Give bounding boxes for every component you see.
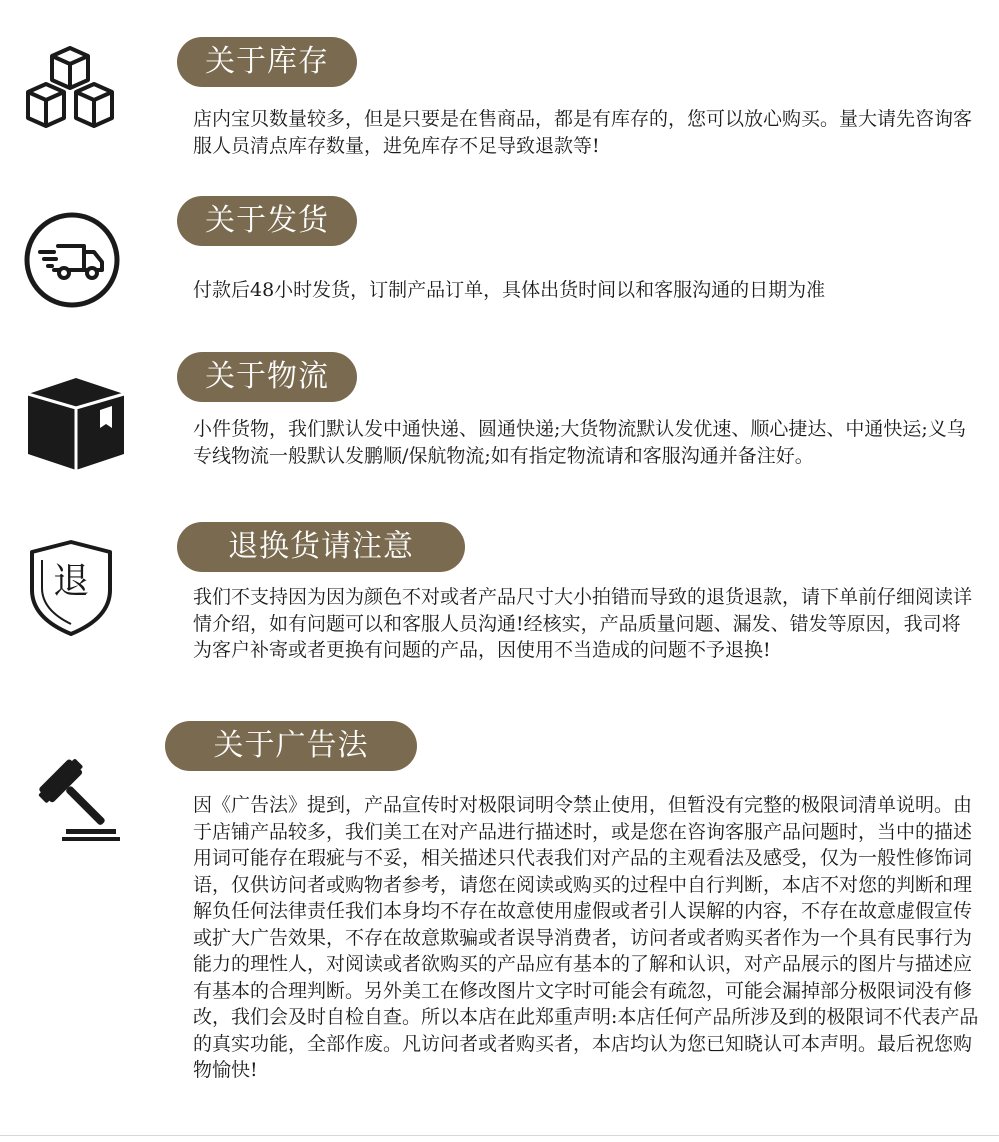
section-body-text: 小件货物，我们默认发中通快递、圆通快递;大货物流默认发优速、顺心捷达、中通快运;义乌专线物流一般默认发鹏顺/保航物流;如有指定物流请和客服沟通并备注好。 [193, 418, 966, 467]
section-body-text: 因《广告法》提到，产品宣传时对极限词明令禁止使用，但暂没有完整的极限词清单说明。由于店铺产品较多，我们美工在对产品进行描述时，或是您在咨询客服产品问题时，当中的描述用词可能存在瑕疵与不妥，相关描述只代表我们对产品的主观看法及感受，仅为一般性修饰词语，仅供访问者或购物者参考，请您在阅读或购买的过程中自行判断，本店不对您的判断和理解负任何法律责任我们本身均不存在故意使用虚假或者引人误解的内容，不存在故意虚假宣传或扩大广告效果，不存在故意欺骗或者误导消费者，访问者或者购买者作为一个具有民事行为能力的理性人，对阅读或者欲购买的产品应有基本的了解和认识，对产品展示的图片与描述应有基本的合理判断。另外美工在修改图片文字时可能会有疏忽，可能会漏掉部分极限词没有修改，我们会及时自检自查。所以本店在此郑重声明:本店任何产品所涉及到的极限词不代表产品的真实功能，全部作废。凡访问者或者购买者，本店均认为您已知晓认可本声明。最后祝您购物愉快! [193, 794, 979, 1081]
package-box-icon [24, 374, 128, 474]
section-heading-pill: 关于物流 [177, 352, 357, 402]
section-heading-pill: 关于发货 [177, 196, 357, 246]
gavel-icon [22, 755, 122, 845]
boxes-stack-icon [24, 40, 118, 132]
section-heading-pill: 退换货请注意 [177, 522, 465, 572]
section-heading-pill: 关于广告法 [165, 721, 417, 771]
section-body-text: 店内宝贝数量较多，但是只要是在售商品，都是有库存的，您可以放心购买。量大请先咨询客服人员清点库存数量，进免库存不足导致退款等! [193, 108, 973, 157]
return-shield-icon [26, 538, 116, 638]
section-body-text: 我们不支持因为因为颜色不对或者产品尺寸大小拍错而导致的退货退款，请下单前仔细阅读详情介绍，如有问题可以和客服人员沟通!经核实，产品质量问题、漏发、错发等原因，我司将为客户补寄或者更换有问题的产品，因使用不当造成的问题不予退换! [193, 586, 973, 661]
delivery-truck-icon [22, 210, 122, 310]
bottom-divider [0, 1135, 999, 1136]
section-body-text: 付款后48小时发货，订制产品订单，具体出货时间以和客服沟通的日期为准 [193, 279, 826, 301]
section-heading-pill: 关于库存 [177, 37, 357, 87]
return-shield-char: 退 [52, 561, 89, 602]
